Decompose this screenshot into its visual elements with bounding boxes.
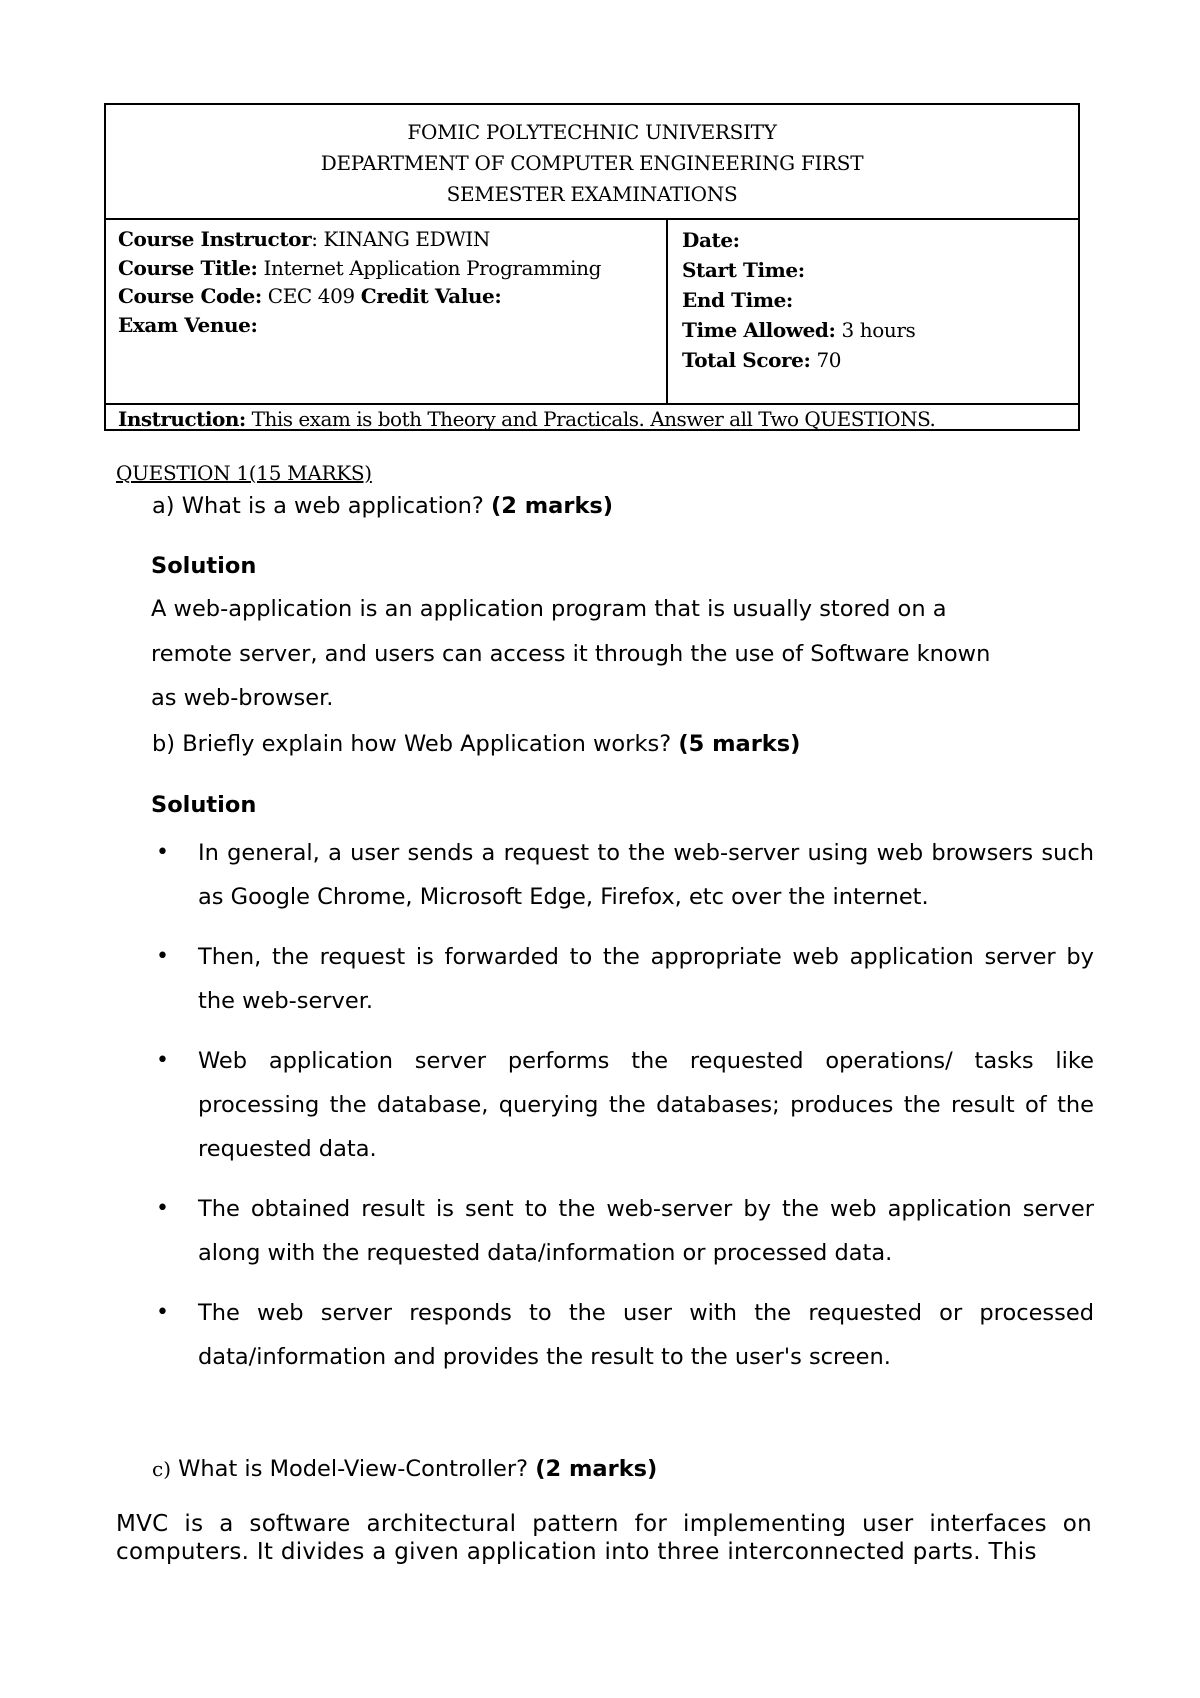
course-info bbox=[106, 220, 668, 403]
solution-b-label: Solution bbox=[151, 792, 257, 818]
university-name: FOMIC POLYTECHNIC UNIVERSITY bbox=[407, 120, 777, 144]
date-row: Date: bbox=[682, 228, 740, 252]
list-item: • Web application server performs the requested operations/ tasks like processing the database, querying the databases; produces the result of the requested data. bbox=[152, 1039, 1094, 1171]
answer-a-line-1: A web-application is an application program that is usually stored on a bbox=[151, 596, 947, 622]
time-allowed-row: Time Allowed: 3 hours bbox=[682, 318, 916, 342]
question-1c: c) What is Model-View-Controller? (2 marks) bbox=[152, 1456, 658, 1482]
exam-header-table bbox=[104, 103, 1080, 431]
exam-timing bbox=[668, 220, 1080, 403]
total-score-row: Total Score: 70 bbox=[682, 348, 842, 372]
question-1-heading: QUESTION 1(15 MARKS) bbox=[116, 461, 372, 485]
course-instructor-row: Course Instructor: KINANG EDWIN bbox=[118, 227, 490, 251]
semester-line: SEMESTER EXAMINATIONS bbox=[446, 182, 738, 206]
end-time-row: End Time: bbox=[682, 288, 793, 312]
list-item: • The obtained result is sent to the web-server by the web application server along with the requested data/information or processed data. bbox=[152, 1187, 1094, 1275]
list-item: • In general, a user sends a request to the web-server using web browsers such as Google Chrome, Microsoft Edge, Firefox, etc over the internet. bbox=[152, 831, 1094, 919]
instruction-row: Instruction: This exam is both Theory and Practicals. Answer all Two QUESTIONS. bbox=[106, 403, 1078, 431]
answer-c-paragraph: MVC is a software architectural pattern for implementing user interfaces on computers. It divides a given application into three interconnected parts. This bbox=[116, 1511, 1092, 1565]
answer-a-line-3: as web-browser. bbox=[151, 685, 334, 711]
exam-title-block bbox=[106, 105, 1078, 220]
answer-b-bullets bbox=[152, 831, 1094, 1395]
course-code-row: Course Code: CEC 409 Credit Value: bbox=[118, 284, 502, 308]
exam-venue-row: Exam Venue: bbox=[118, 312, 258, 337]
list-item: • The web server responds to the user with the requested or processed data/information and provides the result to the user's screen. bbox=[152, 1291, 1094, 1379]
solution-a-label: Solution bbox=[151, 553, 257, 579]
list-item: • Then, the request is forwarded to the appropriate web application server by the web-server. bbox=[152, 935, 1094, 1023]
course-title-row: Course Title: Internet Application Programming bbox=[118, 255, 602, 280]
question-1a: a) What is a web application? (2 marks) bbox=[152, 493, 614, 519]
start-time-row: Start Time: bbox=[682, 258, 805, 282]
question-1b: b) Briefly explain how Web Application works? (5 marks) bbox=[152, 731, 801, 757]
department-line: DEPARTMENT OF COMPUTER ENGINEERING FIRST bbox=[320, 151, 864, 175]
answer-a-line-2: remote server, and users can access it through the use of Software known bbox=[151, 641, 991, 667]
